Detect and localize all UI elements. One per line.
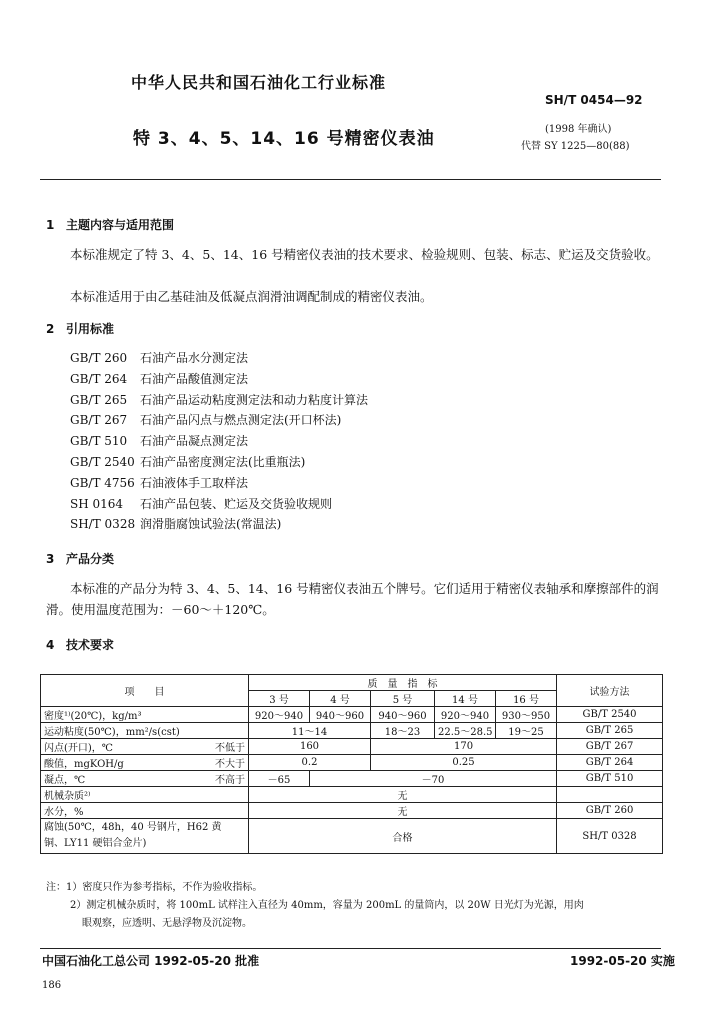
table-cell: 11～14 bbox=[249, 723, 371, 739]
table-cell: －70 bbox=[310, 771, 557, 787]
test-method: GB/T 267 bbox=[557, 739, 663, 755]
table-cell: 19～25 bbox=[496, 723, 557, 739]
table-row bbox=[41, 787, 663, 803]
reference-code: SH/T 0328 bbox=[70, 517, 136, 532]
table-cell: 无 bbox=[249, 803, 557, 819]
grade-header: 5 号 bbox=[371, 691, 435, 707]
reference-item bbox=[70, 494, 368, 515]
section-title: 引用标准 bbox=[66, 322, 115, 336]
row-item-label: 闪点(开口)，℃ bbox=[44, 743, 113, 754]
test-method: GB/T 510 bbox=[557, 771, 663, 787]
row-item bbox=[41, 771, 249, 787]
reference-name: 润滑脂腐蚀试验法(常温法) bbox=[140, 517, 282, 532]
header-divider bbox=[40, 179, 661, 180]
table-row bbox=[41, 771, 663, 787]
reference-item bbox=[70, 514, 368, 535]
reference-item bbox=[70, 369, 368, 390]
section-1-paragraph-1: 本标准规定了特 3、4、5、14、16 号精密仪表油的技术要求、检验规则、包装、标志、贮运及交货验收。 bbox=[70, 247, 659, 262]
reference-name: 石油液体手工取样法 bbox=[140, 475, 249, 490]
table-header-row bbox=[41, 675, 663, 691]
section-number: 4 bbox=[46, 638, 55, 652]
reference-name: 石油产品密度测定法(比重瓶法) bbox=[140, 454, 306, 469]
section-title: 主题内容与适用范围 bbox=[66, 218, 175, 232]
table-cell: 170 bbox=[371, 739, 557, 755]
reference-item bbox=[70, 473, 368, 494]
reference-code: GB/T 260 bbox=[70, 351, 128, 365]
table-cell: 22.5～28.5 bbox=[435, 723, 496, 739]
grade-header: 16 号 bbox=[496, 691, 557, 707]
note-prefix: 注： bbox=[46, 882, 66, 893]
row-item: 密度¹⁾(20℃)，kg/m³ bbox=[41, 707, 249, 723]
row-item: 机械杂质²⁾ bbox=[41, 787, 249, 803]
header-method: 试验方法 bbox=[557, 675, 663, 707]
table-row bbox=[41, 755, 663, 771]
reference-item bbox=[70, 390, 368, 411]
reference-item bbox=[70, 348, 368, 369]
table-cell: 合格 bbox=[249, 819, 557, 854]
replaces-note: 代替 SY 1225—80(88) bbox=[521, 141, 630, 152]
limit-label: 不低于 bbox=[215, 743, 245, 754]
test-method: GB/T 265 bbox=[557, 723, 663, 739]
reference-code: GB/T 264 bbox=[70, 371, 128, 386]
confirmation-note: (1998 年确认) bbox=[545, 124, 612, 135]
row-item-label: 凝点，℃ bbox=[44, 775, 86, 786]
row-item bbox=[41, 819, 249, 854]
limit-label: 不大于 bbox=[215, 759, 245, 770]
reference-name: 石油产品闪点与燃点测定法(开口杯法) bbox=[140, 413, 342, 428]
footer-divider bbox=[40, 948, 661, 949]
table-cell: 930～950 bbox=[496, 707, 557, 723]
reference-code: SH 0164 bbox=[70, 496, 124, 511]
grade-header: 3 号 bbox=[249, 691, 310, 707]
section-3-heading bbox=[46, 550, 114, 567]
section-3-paragraph: 本标准的产品分为特 3、4、5、14、16 号精密仪表油五个牌号。它们适用于精密仪表轴承和摩擦部件的润滑。使用温度范围为：－60～＋120℃。 bbox=[46, 581, 659, 617]
table-cell: －65 bbox=[249, 771, 310, 787]
reference-item bbox=[70, 452, 368, 473]
issuing-organization: 中华人民共和国石油化工行业标准 bbox=[131, 73, 387, 92]
test-method: GB/T 260 bbox=[557, 803, 663, 819]
table-cell: 0.2 bbox=[249, 755, 371, 771]
table-cell: 无 bbox=[249, 787, 557, 803]
row-item: 水分，% bbox=[41, 803, 249, 819]
test-method: GB/T 2540 bbox=[557, 707, 663, 723]
section-1-heading bbox=[46, 216, 174, 233]
note-line: 2）测定机械杂质时，将 100mL 试样注入直径为 40mm，容量为 200mL 的量筒内，以 20W 日光灯为光源，用肉 bbox=[70, 900, 584, 911]
test-method: GB/T 264 bbox=[557, 755, 663, 771]
technical-requirements-table bbox=[40, 674, 663, 854]
table-cell: 940～960 bbox=[310, 707, 371, 723]
table-row bbox=[41, 803, 663, 819]
reference-code: GB/T 267 bbox=[70, 413, 128, 428]
table-row bbox=[41, 819, 663, 854]
test-method: SH/T 0328 bbox=[557, 819, 663, 854]
reference-name: 石油产品凝点测定法 bbox=[140, 434, 249, 449]
approval-line: 中国石油化工总公司 1992-05-20 批准 bbox=[42, 954, 260, 968]
table-cell: 920～940 bbox=[249, 707, 310, 723]
table-cell: 920～940 bbox=[435, 707, 496, 723]
table-cell: 0.25 bbox=[371, 755, 557, 771]
section-1-paragraph-2: 本标准适用于由乙基硅油及低凝点润滑油调配制成的精密仪表油。 bbox=[70, 289, 433, 304]
table-notes bbox=[46, 879, 584, 933]
note-1: 1）密度只作为参考指标，不作为验收指标。 bbox=[66, 882, 263, 893]
row-item-line: 腐蚀(50℃，48h，40 号钢片，H62 黄 bbox=[44, 822, 222, 833]
section-title: 产品分类 bbox=[66, 552, 115, 566]
reference-item bbox=[70, 410, 368, 431]
reference-name: 石油产品酸值测定法 bbox=[140, 371, 249, 386]
reference-list bbox=[70, 348, 368, 535]
reference-name: 石油产品水分测定法 bbox=[140, 351, 249, 365]
standard-code: SH/T 0454—92 bbox=[545, 93, 643, 107]
document-title: 特 3、4、5、14、16 号精密仪表油 bbox=[133, 129, 435, 149]
reference-code: GB/T 265 bbox=[70, 392, 128, 407]
row-item: 运动粘度(50℃)，mm²/s(cst) bbox=[41, 723, 249, 739]
note-line: 眼观察，应透明、无悬浮物及沉淀物。 bbox=[82, 918, 252, 929]
reference-code: GB/T 4756 bbox=[70, 475, 135, 490]
grade-header: 14 号 bbox=[435, 691, 496, 707]
test-method bbox=[557, 787, 663, 803]
row-item-line: 铜、LY11 硬铝合金片) bbox=[44, 838, 147, 849]
limit-label: 不高于 bbox=[215, 775, 245, 786]
section-4-heading bbox=[46, 636, 114, 653]
section-number: 3 bbox=[46, 552, 55, 566]
table-row bbox=[41, 723, 663, 739]
section-number: 2 bbox=[46, 322, 55, 336]
row-item-label: 酸值，mgKOH/g bbox=[44, 759, 124, 770]
table-row bbox=[41, 707, 663, 723]
header-quality: 质 量 指 标 bbox=[249, 675, 557, 691]
grade-header: 4 号 bbox=[310, 691, 371, 707]
section-2-heading bbox=[46, 320, 114, 337]
row-item bbox=[41, 755, 249, 771]
reference-name: 石油产品运动粘度测定法和动力粘度计算法 bbox=[140, 392, 369, 407]
reference-code: GB/T 2540 bbox=[70, 454, 135, 469]
section-title: 技术要求 bbox=[66, 638, 115, 652]
table-row bbox=[41, 739, 663, 755]
table-cell: 160 bbox=[249, 739, 371, 755]
section-number: 1 bbox=[46, 218, 55, 232]
note-line bbox=[46, 879, 584, 897]
page-number: 186 bbox=[42, 980, 62, 991]
table-cell: 18～23 bbox=[371, 723, 435, 739]
row-item bbox=[41, 739, 249, 755]
table-cell: 940～960 bbox=[371, 707, 435, 723]
header-item: 项 目 bbox=[41, 675, 249, 707]
reference-name: 石油产品包装、贮运及交货验收规则 bbox=[140, 496, 333, 511]
reference-item bbox=[70, 431, 368, 452]
implementation-date: 1992-05-20 实施 bbox=[570, 954, 675, 968]
reference-code: GB/T 510 bbox=[70, 434, 128, 449]
